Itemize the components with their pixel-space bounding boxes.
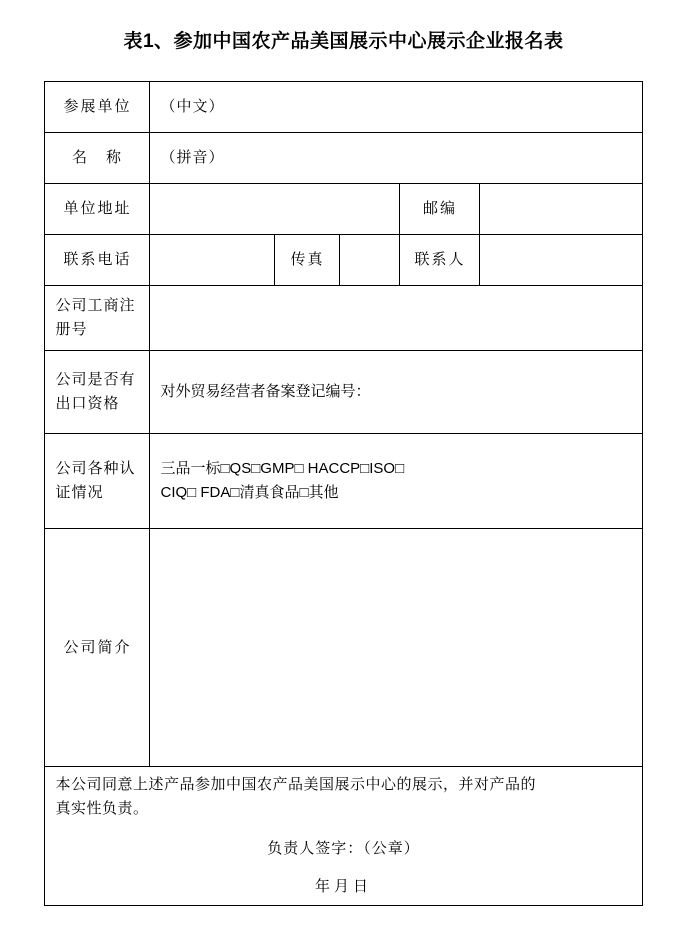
postcode-field[interactable] <box>480 184 642 235</box>
registration-form-table <box>44 81 642 906</box>
export-qualification-field[interactable]: 对外贸易经营者备案登记编号： <box>150 351 642 434</box>
fax-field[interactable] <box>340 235 400 286</box>
statement-line-2: 真实性负责。 <box>55 801 149 817</box>
postcode-label: 邮编 <box>400 184 480 235</box>
company-profile-field[interactable] <box>150 529 642 767</box>
fax-label: 传真 <box>275 235 340 286</box>
registration-number-field[interactable] <box>150 286 642 351</box>
certification-label: 公司各种认证情况 <box>45 434 150 529</box>
address-field[interactable] <box>150 184 400 235</box>
page-title: 表1、参加中国农产品美国展示中心展示企业报名表 <box>123 31 564 52</box>
table-row <box>45 133 642 184</box>
company-profile-label: 公司简介 <box>45 529 150 767</box>
registration-number-label: 公司工商注册号 <box>45 286 150 351</box>
pinyin-name-field[interactable]: （拼音） <box>150 133 642 184</box>
table-row <box>45 184 642 235</box>
contact-person-field[interactable] <box>480 235 642 286</box>
table-row <box>45 434 642 529</box>
table-row <box>45 286 642 351</box>
document-page <box>0 26 687 938</box>
signature-line[interactable]: 负责人签字：（公章） <box>267 841 420 857</box>
chinese-name-field[interactable]: （中文） <box>150 82 642 133</box>
table-row <box>45 767 642 906</box>
table-row <box>45 235 642 286</box>
statement-cell <box>45 767 642 906</box>
contact-person-label: 联系人 <box>400 235 480 286</box>
address-label: 单位地址 <box>45 184 150 235</box>
phone-field[interactable] <box>150 235 275 286</box>
date-line[interactable]: 年月日 <box>314 879 372 895</box>
statement-line-1: 本公司同意上述产品参加中国农产品美国展示中心的展示，并对产品的 <box>55 777 536 793</box>
phone-label: 联系电话 <box>45 235 150 286</box>
table-row <box>45 82 642 133</box>
certification-field[interactable] <box>150 434 642 529</box>
unit-name-label-line2: 名 称 <box>45 133 150 184</box>
unit-name-label-line1: 参展单位 <box>45 82 150 133</box>
table-row <box>45 529 642 767</box>
certification-line-2: CIQ□ FDA□清真食品□其他 <box>160 484 339 501</box>
export-qualification-label: 公司是否有出口资格 <box>45 351 150 434</box>
certification-line-1: 三品一标□QS□GMP□ HACCP□ISO□ <box>160 460 405 477</box>
table-row <box>45 351 642 434</box>
